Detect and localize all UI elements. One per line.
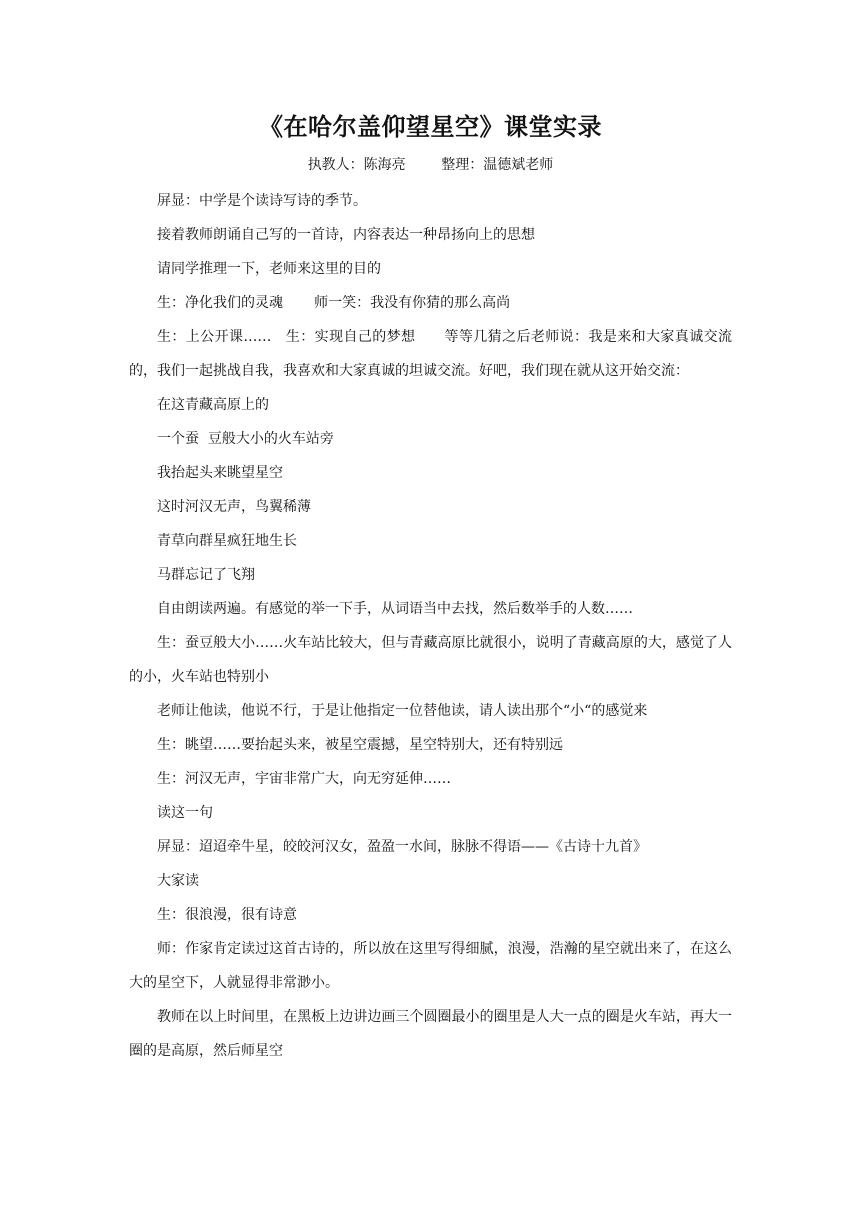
paragraph: 自由朗读两遍。有感觉的举一下手，从词语当中去找，然后数举手的人数……	[157, 601, 633, 617]
document-title: 《在哈尔盖仰望星空》课堂实录	[259, 112, 602, 141]
paragraph: 师：作家肯定读过这首古诗的，所以放在这里写得细腻，浪漫，浩瀚的星空就出来了，在这么大的星空下，人就显得非常渺小。	[129, 941, 732, 991]
byline: 执教人：陈海亮 整理：温德斌老师	[307, 157, 554, 173]
poem-line: 这时河汉无声，鸟翼稀薄	[157, 499, 311, 515]
paragraph: 请同学推理一下，老师来这里的目的	[157, 261, 381, 277]
paragraph: 教师在以上时间里，在黑板上边讲边画三个圆圈最小的圈里是人大一点的圈是火车站，再大一圈的是高原，然后师星空	[129, 1009, 732, 1059]
poem-line: 马群忘记了飞翔	[157, 567, 255, 583]
poem-line: 我抬起头来眺望星空	[157, 465, 283, 481]
paragraph: 生：净化我们的灵魂 师一笑：我没有你猜的那么高尚	[157, 295, 511, 311]
paragraph: 屏显：迢迢牵牛星，皎皎河汉女，盈盈一水间，脉脉不得语——《古诗十九首》	[157, 839, 647, 855]
paragraph: 生：上公开课…… 生：实现自己的梦想 等等几猜之后老师说：我是来和大家真诚交流的，我们一起挑战自我，我喜欢和大家真诚的坦诚交流。好吧，我们现在就从这开始交流：	[129, 329, 732, 379]
poem-line: 在这青藏高原上的	[157, 397, 269, 413]
paragraph: 生：蚕豆般大小……火车站比较大，但与青藏高原比就很小，说明了青藏高原的大，感觉了人的小，火车站也特别小	[129, 635, 732, 685]
paragraph: 屏显：中学是个读诗写诗的季节。	[157, 193, 367, 209]
paragraph: 老师让他读，他说不行，于是让他指定一位替他读，请人读出那个“小“的感觉来	[157, 703, 648, 719]
document-body	[129, 184, 732, 1068]
poem-line: 青草向群星疯狂地生长	[157, 533, 297, 549]
paragraph: 生：很浪漫，很有诗意	[157, 907, 297, 923]
paragraph: 大家读	[157, 873, 199, 889]
paragraph: 读这一句	[157, 805, 213, 821]
paragraph: 接着教师朗诵自己写的一首诗，内容表达一种昂扬向上的思想	[157, 227, 535, 243]
poem-line: 一个蚕 豆般大小的火车站旁	[157, 431, 334, 447]
paragraph: 生：眺望……要抬起头来，被星空震撼，星空特别大，还有特别远	[157, 737, 563, 753]
paragraph: 生：河汉无声，宇宙非常广大，向无穷延伸……	[157, 771, 451, 787]
document-page	[129, 0, 732, 1216]
